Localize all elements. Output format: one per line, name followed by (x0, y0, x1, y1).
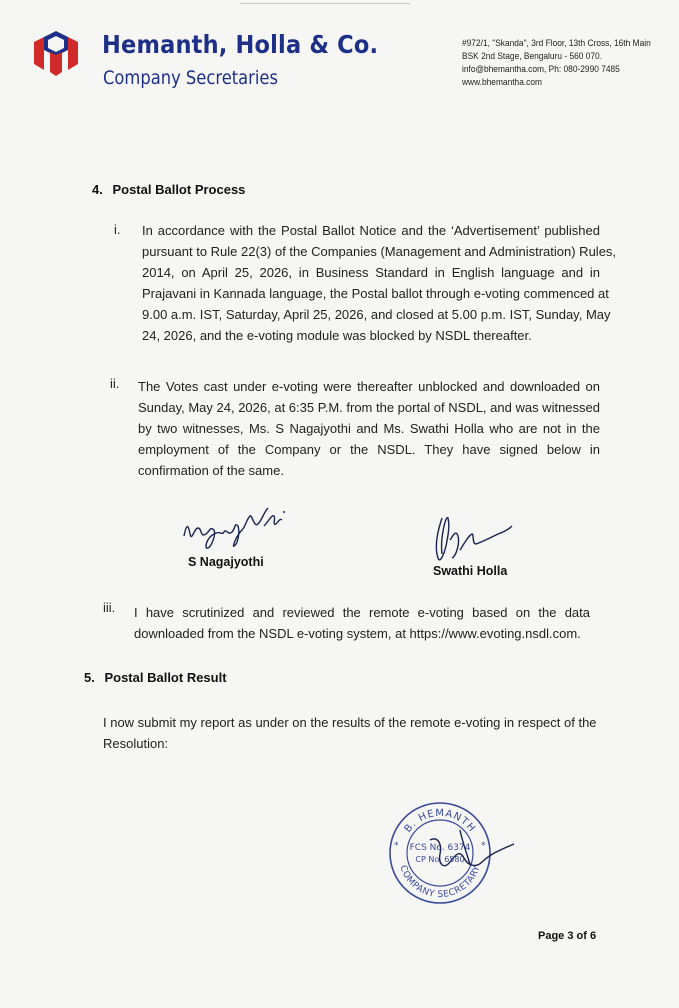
svg-text:*: * (481, 841, 486, 851)
text-line: Prajavani in Kannada language, the Postal ballot through e-voting commenced at (142, 286, 609, 301)
paragraph-section-5 (103, 712, 597, 754)
scan-edge-line (240, 3, 410, 4)
firm-subtitle: Company Secretaries (103, 67, 278, 89)
section-number: 4. (92, 182, 103, 197)
text-line: confirmation of the same. (138, 463, 284, 478)
paragraph-item-i (142, 220, 617, 346)
section-title: Postal Ballot Process (112, 182, 246, 197)
scrutinizer-signature-icon (420, 810, 530, 900)
firm-name: Hemanth, Holla & Co. (102, 30, 379, 59)
section-4-heading (92, 182, 245, 197)
seal-fcs-text: FCS No. 6374 (409, 843, 471, 853)
firm-logo-icon (30, 26, 82, 78)
item-number: iii. (103, 600, 116, 615)
item-number: ii. (110, 376, 120, 391)
section-5-heading (84, 670, 227, 685)
address-line: BSK 2nd Stage, Bengaluru - 560 070. (462, 51, 603, 61)
seal-bottom-text: COMPANY SECRETARY (397, 864, 483, 901)
text-line: 2014, on April 25, 2026, in Business Standard in English language and in (142, 265, 600, 280)
text-line: I now submit my report as under on the results of the remote e-voting in respect of the (103, 715, 597, 730)
svg-text:*: * (394, 841, 399, 851)
section-title: Postal Ballot Result (104, 670, 227, 685)
page-number: Page 3 of 6 (538, 930, 597, 942)
paragraph-item-iii (134, 602, 590, 644)
witness-name: Swathi Holla (433, 564, 508, 578)
item-number: i. (114, 222, 121, 237)
address-line: info@bhemantha.com, Ph: 080-2990 7485 (462, 64, 620, 74)
text-line: employment of the Company or the NSDL. They have signed below in (138, 442, 600, 457)
section-number: 5. (84, 670, 95, 685)
address-line: #972/1, "Skanda", 3rd Floor, 13th Cross, 16th Main (462, 38, 651, 48)
signature-nagajyothi-icon (180, 498, 290, 553)
seal-top-text: B. HEMANTH (402, 807, 478, 835)
text-line: 9.00 a.m. IST, Saturday, April 25, 2026, and closed at 5.00 p.m. IST, Sunday, May (142, 307, 611, 322)
seal-cp-text: CP No. 6580 (415, 855, 465, 864)
text-line: pursuant to Rule 22(3) of the Companies (Management and Administration) Rules, (142, 244, 617, 259)
witness-name: S Nagajyothi (188, 555, 264, 569)
text-line: downloaded from the NSDL e-voting system, at https://www.evoting.nsdl.com. (134, 626, 581, 641)
signature-swathi-icon (420, 510, 520, 568)
text-line: Resolution: (103, 736, 169, 751)
text-line: I have scrutinized and reviewed the remote e-voting based on the data (134, 605, 590, 620)
text-line: In accordance with the Postal Ballot Notice and the ‘Advertisement’ published (142, 223, 600, 238)
paragraph-item-ii (138, 376, 600, 481)
text-line: Sunday, May 24, 2026, at 6:35 P.M. from the portal of NSDL, and was witnessed (138, 400, 600, 415)
text-line: 24, 2026, and the e-voting module was blocked by NSDL thereafter. (142, 328, 532, 343)
firm-address (462, 37, 651, 89)
text-line: The Votes cast under e-voting were thereafter unblocked and downloaded on (138, 379, 600, 394)
address-line: www.bhemantha.com (462, 77, 543, 87)
text-line: by two witnesses, Ms. S Nagajyothi and Ms. Swathi Holla who are not in the (138, 421, 600, 436)
